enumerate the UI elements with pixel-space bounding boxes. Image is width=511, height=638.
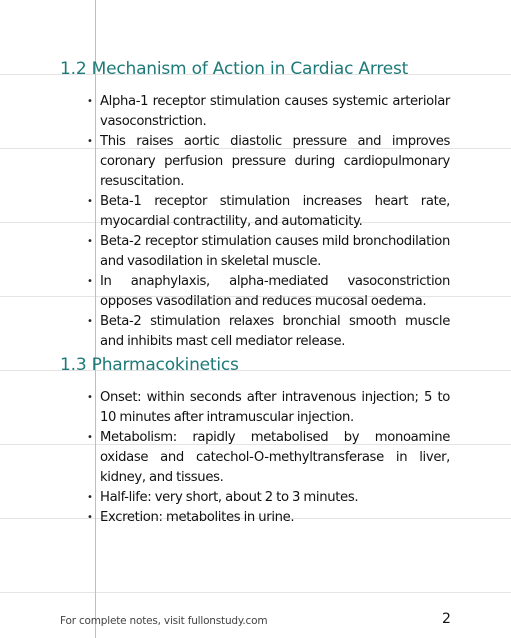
list-item: • Beta-2 receptor stimulation causes mild bronchodilation and vasodilation in skeletal muscle.	[100, 232, 450, 272]
list-item: • Onset: within seconds after intravenous injection; 5 to 10 minutes after intramuscular injection.	[100, 388, 450, 428]
list-item: • Half-life: very short, about 2 to 3 minutes.	[100, 488, 450, 508]
list-item: • Beta-1 receptor stimulation increases heart rate, myocardial contractility, and automaticity.	[100, 192, 450, 232]
mechanism-bullet-list	[100, 92, 450, 352]
footer-note: For complete notes, visit fullonstudy.com	[60, 615, 268, 627]
notebook-margin-line	[95, 0, 96, 638]
list-item: • In anaphylaxis, alpha-mediated vasoconstriction opposes vasodilation and reduces mucosal oedema.	[100, 272, 450, 312]
pharmacokinetics-bullet-list	[100, 388, 450, 528]
page-number: 2	[442, 611, 451, 627]
list-item: • This raises aortic diastolic pressure and improves coronary perfusion pressure during cardiopulmonary resuscitation.	[100, 132, 450, 192]
list-item: • Metabolism: rapidly metabolised by monoamine oxidase and catechol-O-methyltransferase in liver, kidney, and tissues.	[100, 428, 450, 488]
section-heading-mechanism: 1.2 Mechanism of Action in Cardiac Arrest	[60, 59, 409, 79]
list-item: • Alpha-1 receptor stimulation causes systemic arteriolar vasoconstriction.	[100, 92, 450, 132]
section-heading-pharmacokinetics: 1.3 Pharmacokinetics	[60, 355, 239, 375]
list-item: • Excretion: metabolites in urine.	[100, 508, 450, 528]
list-item: • Beta-2 stimulation relaxes bronchial smooth muscle and inhibits mast cell mediator release.	[100, 312, 450, 352]
